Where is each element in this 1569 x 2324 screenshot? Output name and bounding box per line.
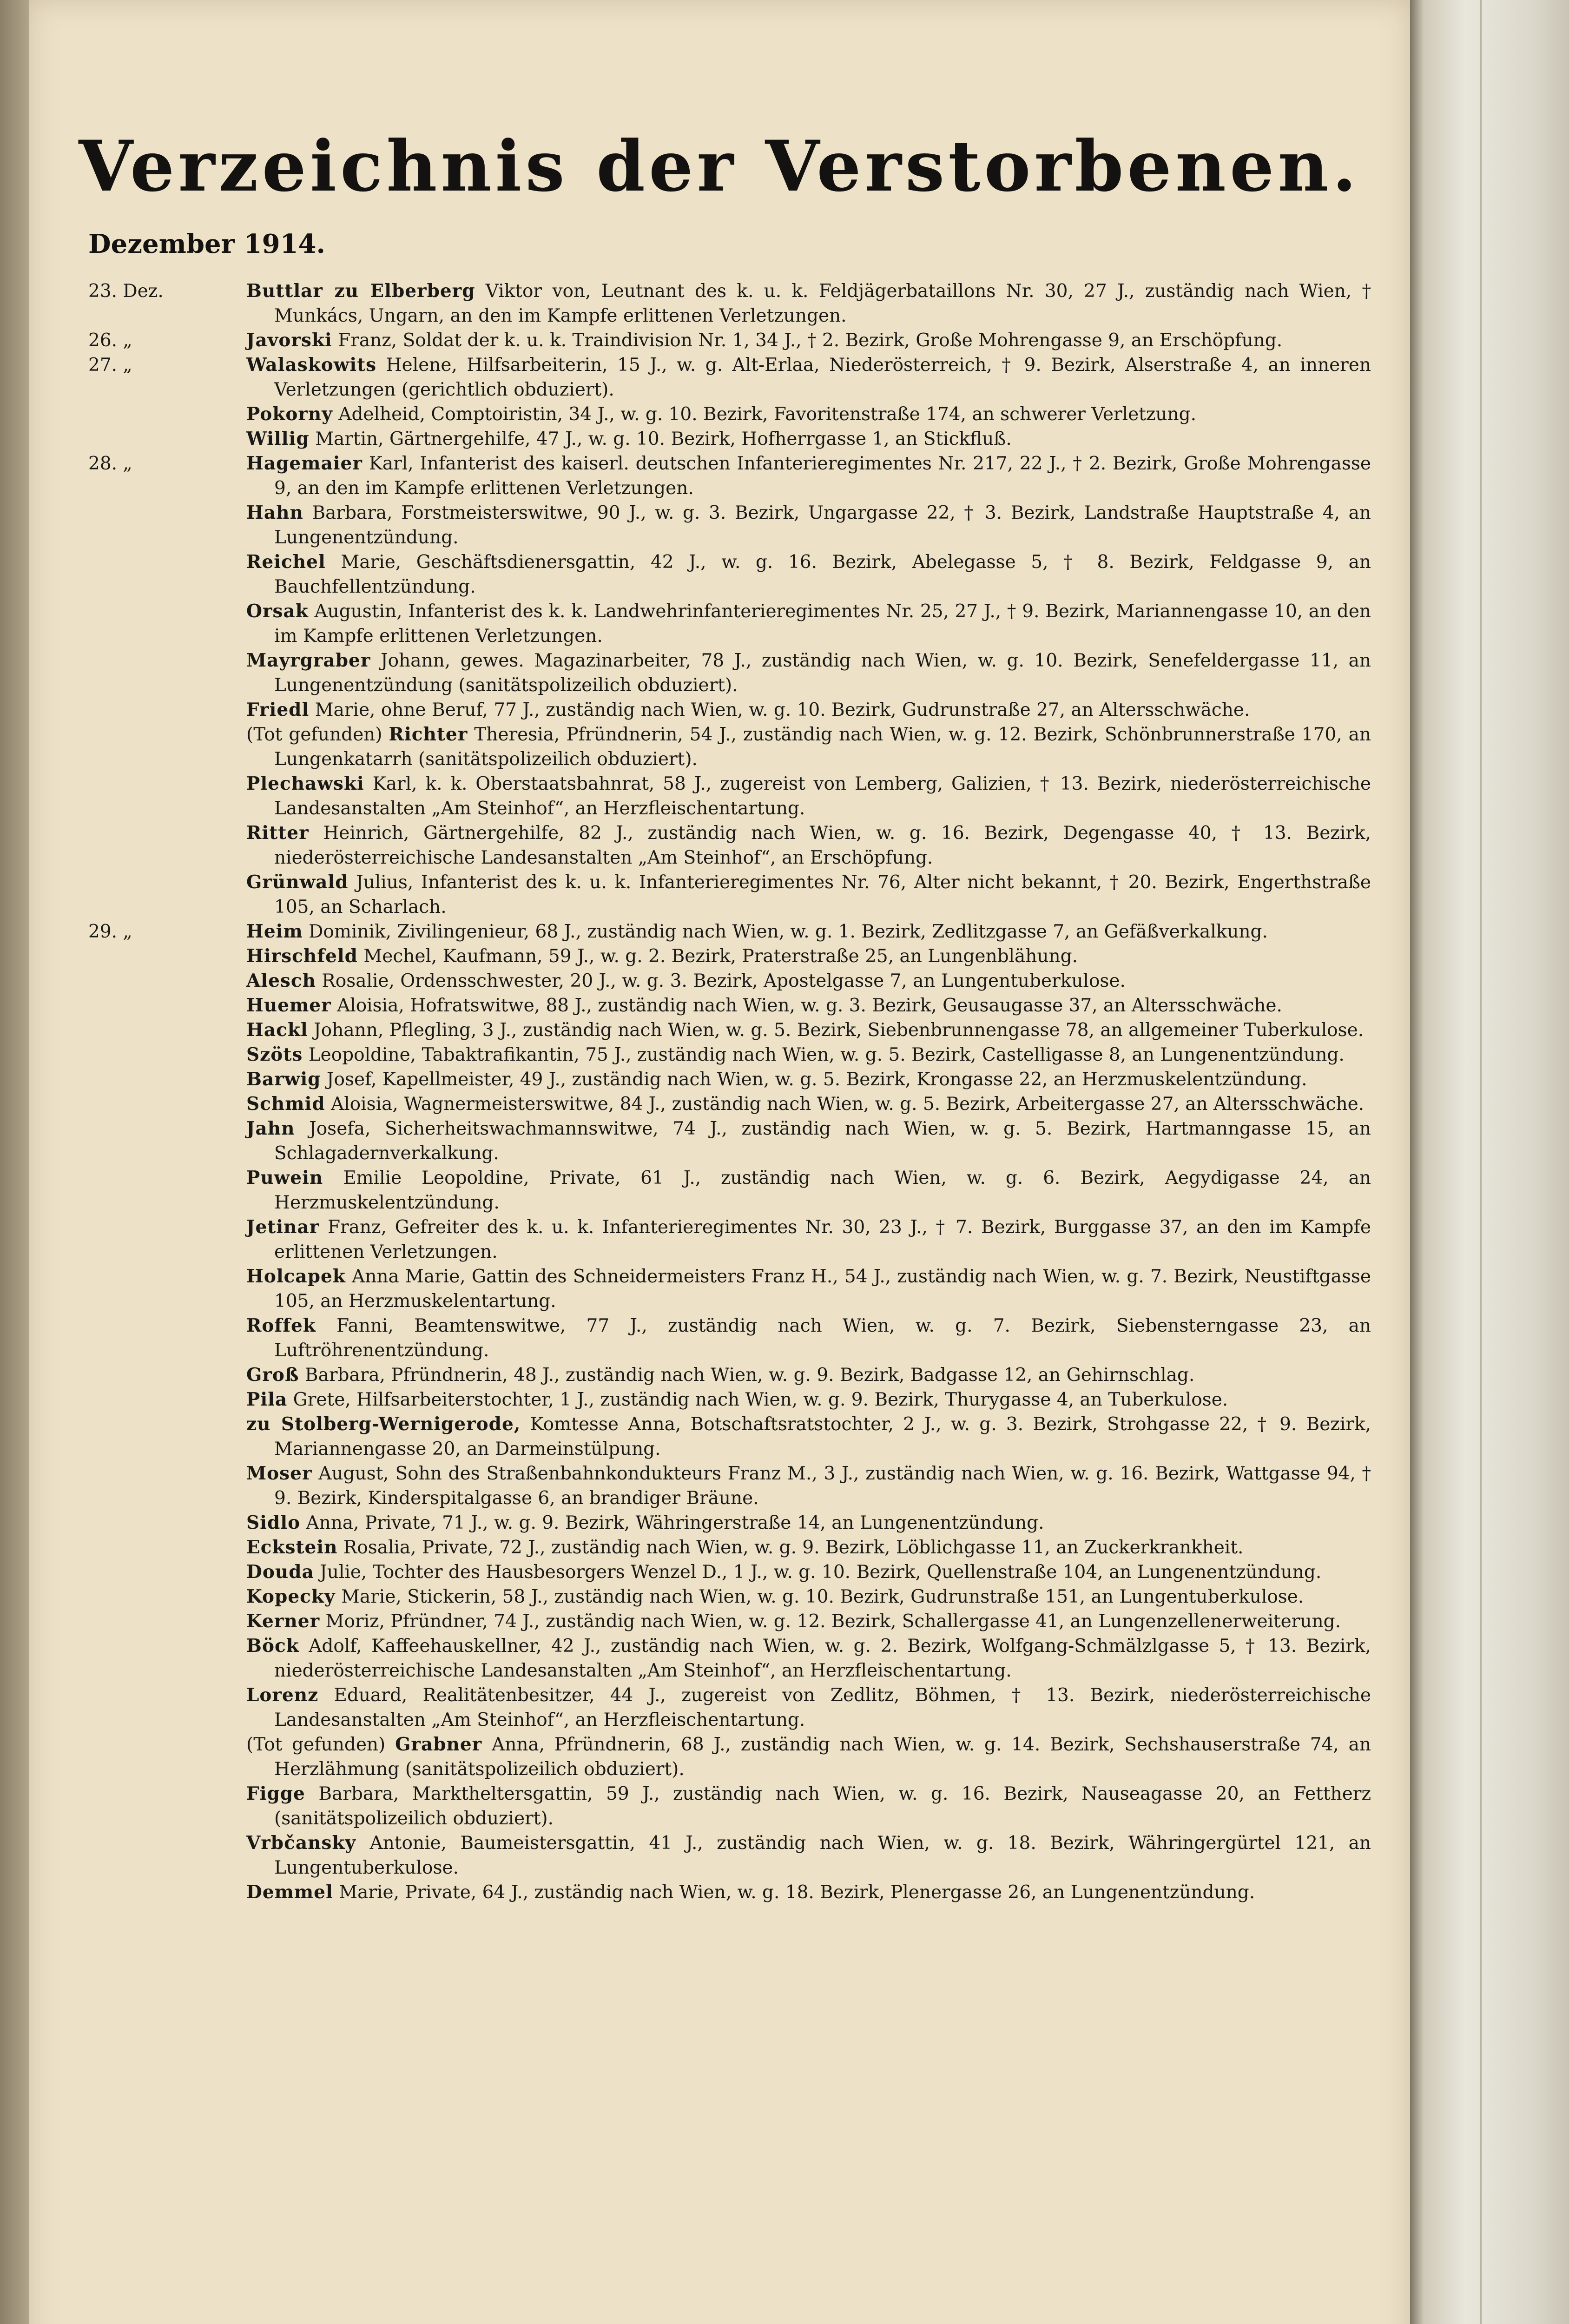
entry-details: Adelheid, Comptoiristin, 34 J., w. g. 10. Bezirk, Favoritenstraße 174, an schwerer Verletzung. [338, 404, 1197, 425]
register-entry [88, 1782, 1371, 1831]
deceased-name: Walaskowits [246, 354, 377, 376]
register-entry [88, 1092, 1371, 1116]
register-entry [88, 501, 1371, 550]
entry-details: Aloisia, Wagnermeisterswitwe, 84 J., zuständig nach Wien, w. g. 5. Bezirk, Arbeitergasse 27, an Altersschwäche. [331, 1094, 1365, 1115]
entry-prefix: (Tot gefunden) [246, 1734, 386, 1755]
entry-date: 26. „ [88, 330, 132, 351]
entry-body [246, 821, 1371, 870]
entry-date: 29. „ [88, 921, 132, 942]
entry-details: Moriz, Pfründner, 74 J., zuständig nach Wien, w. g. 12. Bezirk, Schallergasse 41, an Lungenzellenerweiterung. [325, 1611, 1341, 1632]
entry-details: Helene, Hilfsarbeiterin, 15 J., w. g. Alt-Erlaa, Niederösterreich, † 9. Bezirk, Alserstraße 4, an inneren Verletzungen (gerichtlich obduziert). [274, 355, 1371, 400]
deceased-name: Szöts [246, 1044, 303, 1065]
entry-body [246, 698, 1371, 722]
register-entry [88, 919, 1371, 944]
entry-body [246, 550, 1371, 599]
entry-body [246, 772, 1371, 821]
scan-background-left [0, 0, 29, 2324]
entry-details: Anna, Pfründnerin, 68 J., zuständig nach Wien, w. g. 14. Bezirk, Sechshauserstraße 74, an Herzlähmung (sanitätspolizeilich obduziert). [274, 1734, 1371, 1780]
deceased-name: Kopecky [246, 1586, 336, 1607]
entry-body [246, 1264, 1371, 1314]
entry-body [246, 722, 1371, 772]
entry-body [246, 451, 1371, 501]
deceased-name: Mayrgraber [246, 650, 371, 671]
entry-body [246, 1116, 1371, 1166]
deceased-name: Sidlo [246, 1512, 301, 1533]
entry-details: Anna, Private, 71 J., w. g. 9. Bezirk, Währingerstraße 14, an Lungenentzündung. [306, 1512, 1044, 1533]
deceased-name: Groß [246, 1364, 299, 1386]
entry-body [246, 1782, 1371, 1831]
entry-details: Franz, Soldat der k. u. k. Traindivision Nr. 1, 34 J., † 2. Bezirk, Große Mohrengasse 9, an Erschöpfung. [338, 330, 1283, 351]
entry-details: Komtesse Anna, Botschaftsratstochter, 2 J., w. g. 3. Bezirk, Strohgasse 22, † 9. Bezirk, Mariannengasse 20, an Darmeinstülpung. [274, 1414, 1371, 1459]
entry-details: Leopoldine, Tabaktrafikantin, 75 J., zuständig nach Wien, w. g. 5. Bezirk, Castelligasse 8, an Lungenentzündung. [308, 1044, 1345, 1065]
register-entry [88, 993, 1371, 1018]
entry-details: Julie, Tochter des Hausbesorgers Wenzel D., 1 J., w. g. 10. Bezirk, Quellenstraße 104, an Lungenentzündung. [320, 1562, 1322, 1583]
register-entry [88, 427, 1371, 451]
entry-body [246, 1067, 1371, 1092]
deceased-name: Hirschfeld [246, 945, 358, 967]
deceased-name: Figge [246, 1783, 305, 1804]
entry-body [246, 501, 1371, 550]
register-entry [88, 870, 1371, 919]
entry-body [246, 648, 1371, 698]
entry-details: Julius, Infanterist des k. u. k. Infanterieregimentes Nr. 76, Alter nicht bekannt, † 20. Bezirk, Engerthstraße 105, an Scharlach. [274, 872, 1371, 918]
entry-body [246, 1314, 1371, 1363]
entry-details: Barbara, Marktheltersgattin, 59 J., zuständig nach Wien, w. g. 16. Bezirk, Nauseagasse 20, an Fettherz (sanitätspolizeilich obduziert). [274, 1783, 1371, 1829]
entry-body [246, 402, 1371, 427]
register-entry [88, 1634, 1371, 1683]
entry-details: Johann, gewes. Magazinarbeiter, 78 J., zuständig nach Wien, w. g. 10. Bezirk, Senefeldergasse 11, an Lungenentzündung (sanitätspolizeilich obduziert). [274, 650, 1371, 696]
deceased-name: Orsak [246, 601, 309, 622]
register-entry [88, 279, 1371, 328]
deceased-name: Jetinar [246, 1216, 320, 1238]
register-entry [88, 1831, 1371, 1880]
entry-body [246, 328, 1371, 353]
entry-details: Antonie, Baumeistersgattin, 41 J., zuständig nach Wien, w. g. 18. Bezirk, Währingergürtel 121, an Lungentuberkulose. [274, 1833, 1371, 1878]
register-entry [88, 1880, 1371, 1905]
register-entry [88, 1387, 1371, 1412]
deceased-name: Jahn [246, 1118, 295, 1139]
entry-details: Mechel, Kaufmann, 59 J., w. g. 2. Bezirk, Praterstraße 25, an Lungenblähung. [363, 946, 1078, 967]
register-entry [88, 1043, 1371, 1067]
register-entry [88, 599, 1371, 648]
entry-details: Josef, Kapellmeister, 49 J., zuständig nach Wien, w. g. 5. Bezirk, Krongasse 22, an Herzmuskelentzündung. [326, 1069, 1307, 1090]
deceased-name: Moser [246, 1463, 312, 1484]
month-heading: Dezember 1914. [88, 229, 326, 259]
register-entry [88, 402, 1371, 427]
entry-date: 27. „ [88, 355, 132, 376]
deceased-name: Eckstein [246, 1537, 338, 1558]
deceased-name: Hahn [246, 502, 303, 523]
entry-body [246, 279, 1371, 328]
entry-body [246, 1560, 1371, 1585]
entry-body [246, 1018, 1371, 1043]
deceased-name: Richter [389, 724, 468, 745]
entry-details: Eduard, Realitätenbesitzer, 44 J., zugereist von Zedlitz, Böhmen, † 13. Bezirk, niederösterreichische Landesanstalten „Am Steinhof“, an Herzfleischentartung. [274, 1685, 1371, 1730]
register-entry [88, 451, 1371, 501]
deceased-name: Grünwald [246, 872, 349, 893]
register-entry [88, 1609, 1371, 1634]
entry-details: August, Sohn des Straßenbahnkondukteurs Franz M., 3 J., zuständig nach Wien, w. g. 16. Bezirk, Wattgasse 94, † 9. Bezirk, Kinderspitalgasse 6, an brandiger Bräune. [274, 1463, 1371, 1509]
deceased-name: Pokorny [246, 403, 333, 425]
deceased-name: Plechawski [246, 773, 364, 794]
entry-body [246, 353, 1371, 402]
entry-body [246, 1585, 1371, 1609]
entry-body [246, 1387, 1371, 1412]
register-entry [88, 1067, 1371, 1092]
entry-prefix: (Tot gefunden) [246, 724, 382, 745]
entry-body [246, 1683, 1371, 1732]
death-register-list [88, 279, 1371, 1905]
register-entry [88, 328, 1371, 353]
entry-body [246, 1535, 1371, 1560]
entry-details: Aloisia, Hofratswitwe, 88 J., zuständig nach Wien, w. g. 3. Bezirk, Geusaugasse 37, an Altersschwäche. [337, 995, 1282, 1016]
register-entry [88, 722, 1371, 772]
entry-details: Barbara, Pfründnerin, 48 J., zuständig nach Wien, w. g. 9. Bezirk, Badgasse 12, an Gehirnschlag. [304, 1365, 1195, 1386]
register-entry [88, 550, 1371, 599]
register-entry [88, 1461, 1371, 1511]
register-entry [88, 1535, 1371, 1560]
register-entry [88, 772, 1371, 821]
entry-body [246, 1880, 1371, 1905]
deceased-name: Holcapek [246, 1266, 346, 1287]
deceased-name: Hackl [246, 1019, 308, 1041]
deceased-name: Vrbčansky [246, 1832, 356, 1854]
register-entry [88, 1264, 1371, 1314]
entry-details: Rosalie, Ordensschwester, 20 J., w. g. 3. Bezirk, Apostelgasse 7, an Lungentuberkulose. [322, 971, 1126, 991]
entry-body [246, 1412, 1371, 1461]
entry-body [246, 993, 1371, 1018]
deceased-name: zu Stolberg-Wernigerode, [246, 1413, 521, 1435]
entry-date: 28. „ [88, 453, 132, 474]
deceased-name: Demmel [246, 1882, 333, 1903]
entry-body [246, 1609, 1371, 1634]
entry-body [246, 427, 1371, 451]
deceased-name: Böck [246, 1635, 299, 1657]
entry-details: Emilie Leopoldine, Private, 61 J., zuständig nach Wien, w. g. 6. Bezirk, Aegydigasse 24, an Herzmuskelentzündung. [274, 1168, 1371, 1213]
entry-body [246, 944, 1371, 969]
entry-details: Franz, Gefreiter des k. u. k. Infanterieregimentes Nr. 30, 23 J., † 7. Bezirk, Burggasse 37, an den im Kampfe erlittenen Verletzungen. [274, 1217, 1371, 1262]
adjacent-page-edge [1410, 0, 1569, 2324]
entry-body [246, 1732, 1371, 1782]
entry-details: Karl, Infanterist des kaiserl. deutschen Infanterieregimentes Nr. 217, 22 J., † 2. Bezirk, Große Mohrengasse 9, an den im Kampfe erlittenen Verletzungen. [274, 453, 1371, 499]
register-entry [88, 1018, 1371, 1043]
register-entry [88, 1166, 1371, 1215]
entry-details: Dominik, Zivilingenieur, 68 J., zuständig nach Wien, w. g. 1. Bezirk, Zedlitzgasse 7, an Gefäßverkalkung. [309, 921, 1268, 942]
deceased-name: Douda [246, 1561, 314, 1583]
register-entry [88, 1215, 1371, 1264]
register-entry [88, 1560, 1371, 1585]
register-entry [88, 1116, 1371, 1166]
deceased-name: Roffek [246, 1315, 316, 1336]
entry-body [246, 919, 1371, 944]
entry-details: Rosalia, Private, 72 J., zuständig nach Wien, w. g. 9. Bezirk, Löblichgasse 11, an Zuckerkrankheit. [343, 1537, 1244, 1558]
register-entry [88, 969, 1371, 993]
entry-details: Marie, ohne Beruf, 77 J., zuständig nach Wien, w. g. 10. Bezirk, Gudrunstraße 27, an Altersschwäche. [315, 700, 1250, 720]
deceased-name: Puwein [246, 1167, 323, 1188]
deceased-name: Pila [246, 1389, 288, 1410]
register-entry [88, 353, 1371, 402]
deceased-name: Barwig [246, 1069, 321, 1090]
deceased-name: Heim [246, 921, 303, 942]
entry-details: Marie, Geschäftsdienersgattin, 42 J., w. g. 16. Bezirk, Abelegasse 5, † 8. Bezirk, Feldgasse 9, an Bauchfellentzündung. [274, 552, 1371, 597]
entry-body [246, 1092, 1371, 1116]
entry-details: Theresia, Pfründnerin, 54 J., zuständig nach Wien, w. g. 12. Bezirk, Schönbrunnerstraße 170, an Lungenkatarrh (sanitätspolizeilich obduziert). [274, 724, 1371, 770]
entry-details: Marie, Stickerin, 58 J., zuständig nach Wien, w. g. 10. Bezirk, Gudrunstraße 151, an Lungentuberkulose. [341, 1586, 1304, 1607]
deceased-name: Willig [246, 428, 310, 449]
entry-body [246, 1461, 1371, 1511]
deceased-name: Schmid [246, 1093, 325, 1115]
register-entry [88, 698, 1371, 722]
entry-details: Fanni, Beamtenswitwe, 77 J., zuständig nach Wien, w. g. 7. Bezirk, Siebensterngasse 23, an Luftröhrenentzündung. [274, 1315, 1371, 1361]
entry-body [246, 870, 1371, 919]
register-entry [88, 1732, 1371, 1782]
deceased-name: Kerner [246, 1611, 320, 1632]
register-entry [88, 821, 1371, 870]
register-entry [88, 1585, 1371, 1609]
deceased-name: Reichel [246, 551, 326, 573]
document-page [29, 0, 1410, 2324]
deceased-name: Buttlar zu Elberberg [246, 280, 475, 302]
deceased-name: Friedl [246, 699, 310, 720]
register-entry [88, 1683, 1371, 1732]
entry-details: Karl, k. k. Oberstaatsbahnrat, 58 J., zugereist von Lemberg, Galizien, † 13. Bezirk, niederösterreichische Landesanstalten „Am Steinhof“, an Herzfleischentartung. [274, 773, 1371, 819]
entry-body [246, 1363, 1371, 1387]
deceased-name: Grabner [395, 1734, 482, 1755]
entry-details: Viktor von, Leutnant des k. u. k. Feldjägerbataillons Nr. 30, 27 J., zuständig nach Wien, † Munkács, Ungarn, an den im Kampfe erlittenen Verletzungen. [274, 281, 1371, 326]
entry-body [246, 1043, 1371, 1067]
deceased-name: Huemer [246, 995, 331, 1016]
deceased-name: Javorski [246, 330, 332, 351]
register-entry [88, 1363, 1371, 1387]
deceased-name: Alesch [246, 970, 316, 991]
entry-body [246, 1831, 1371, 1880]
entry-details: Anna Marie, Gattin des Schneidermeisters Franz H., 54 J., zuständig nach Wien, w. g. 7. Bezirk, Neustiftgasse 105, an Herzmuskelentartung. [274, 1266, 1371, 1312]
entry-details: Johann, Pflegling, 3 J., zuständig nach Wien, w. g. 5. Bezirk, Siebenbrunnengasse 78, an allgemeiner Tuberkulose. [314, 1020, 1364, 1041]
deceased-name: Lorenz [246, 1684, 319, 1706]
page-fold [1480, 0, 1482, 2324]
entry-body [246, 599, 1371, 648]
register-entry [88, 1412, 1371, 1461]
entry-body [246, 1166, 1371, 1215]
entry-date: 23. Dez. [88, 281, 164, 302]
entry-details: Heinrich, Gärtnergehilfe, 82 J., zuständig nach Wien, w. g. 16. Bezirk, Degengasse 40, † 13. Bezirk, niederösterreichische Landesanstalten „Am Steinhof“, an Erschöpfung. [274, 823, 1371, 868]
document-title: Verzeichnis der Verstorbenen. [79, 125, 1360, 207]
entry-details: Martin, Gärtnergehilfe, 47 J., w. g. 10. Bezirk, Hofherrgasse 1, an Stickfluß. [315, 429, 1012, 449]
entry-body [246, 969, 1371, 993]
entry-body [246, 1634, 1371, 1683]
register-entry [88, 648, 1371, 698]
entry-body [246, 1215, 1371, 1264]
entry-body [246, 1511, 1371, 1535]
entry-details: Augustin, Infanterist des k. k. Landwehrinfanterieregimentes Nr. 25, 27 J., † 9. Bezirk, Mariannengasse 10, an den im Kampfe erlittenen Verletzungen. [274, 601, 1371, 647]
register-entry [88, 1511, 1371, 1535]
entry-details: Marie, Private, 64 J., zuständig nach Wien, w. g. 18. Bezirk, Plenergasse 26, an Lungenentzündung. [339, 1882, 1255, 1903]
deceased-name: Hagemaier [246, 453, 363, 474]
register-entry [88, 944, 1371, 969]
deceased-name: Ritter [246, 822, 309, 844]
entry-details: Adolf, Kaffeehauskellner, 42 J., zuständig nach Wien, w. g. 2. Bezirk, Wolfgang-Schmälzlgasse 5, † 13. Bezirk, niederösterreichische Landesanstalten „Am Steinhof“, an Herzfleischentartung. [274, 1636, 1371, 1681]
register-entry [88, 1314, 1371, 1363]
entry-details: Josefa, Sicherheitswachmannswitwe, 74 J., zuständig nach Wien, w. g. 5. Bezirk, Hartmanngasse 15, an Schlagadernverkalkung. [274, 1118, 1371, 1164]
entry-details: Grete, Hilfsarbeiterstochter, 1 J., zuständig nach Wien, w. g. 9. Bezirk, Thurygasse 4, an Tuberkulose. [293, 1389, 1228, 1410]
entry-details: Barbara, Forstmeisterswitwe, 90 J., w. g. 3. Bezirk, Ungargasse 22, † 3. Bezirk, Landstraße Hauptstraße 4, an Lungenentzündung. [274, 502, 1371, 548]
